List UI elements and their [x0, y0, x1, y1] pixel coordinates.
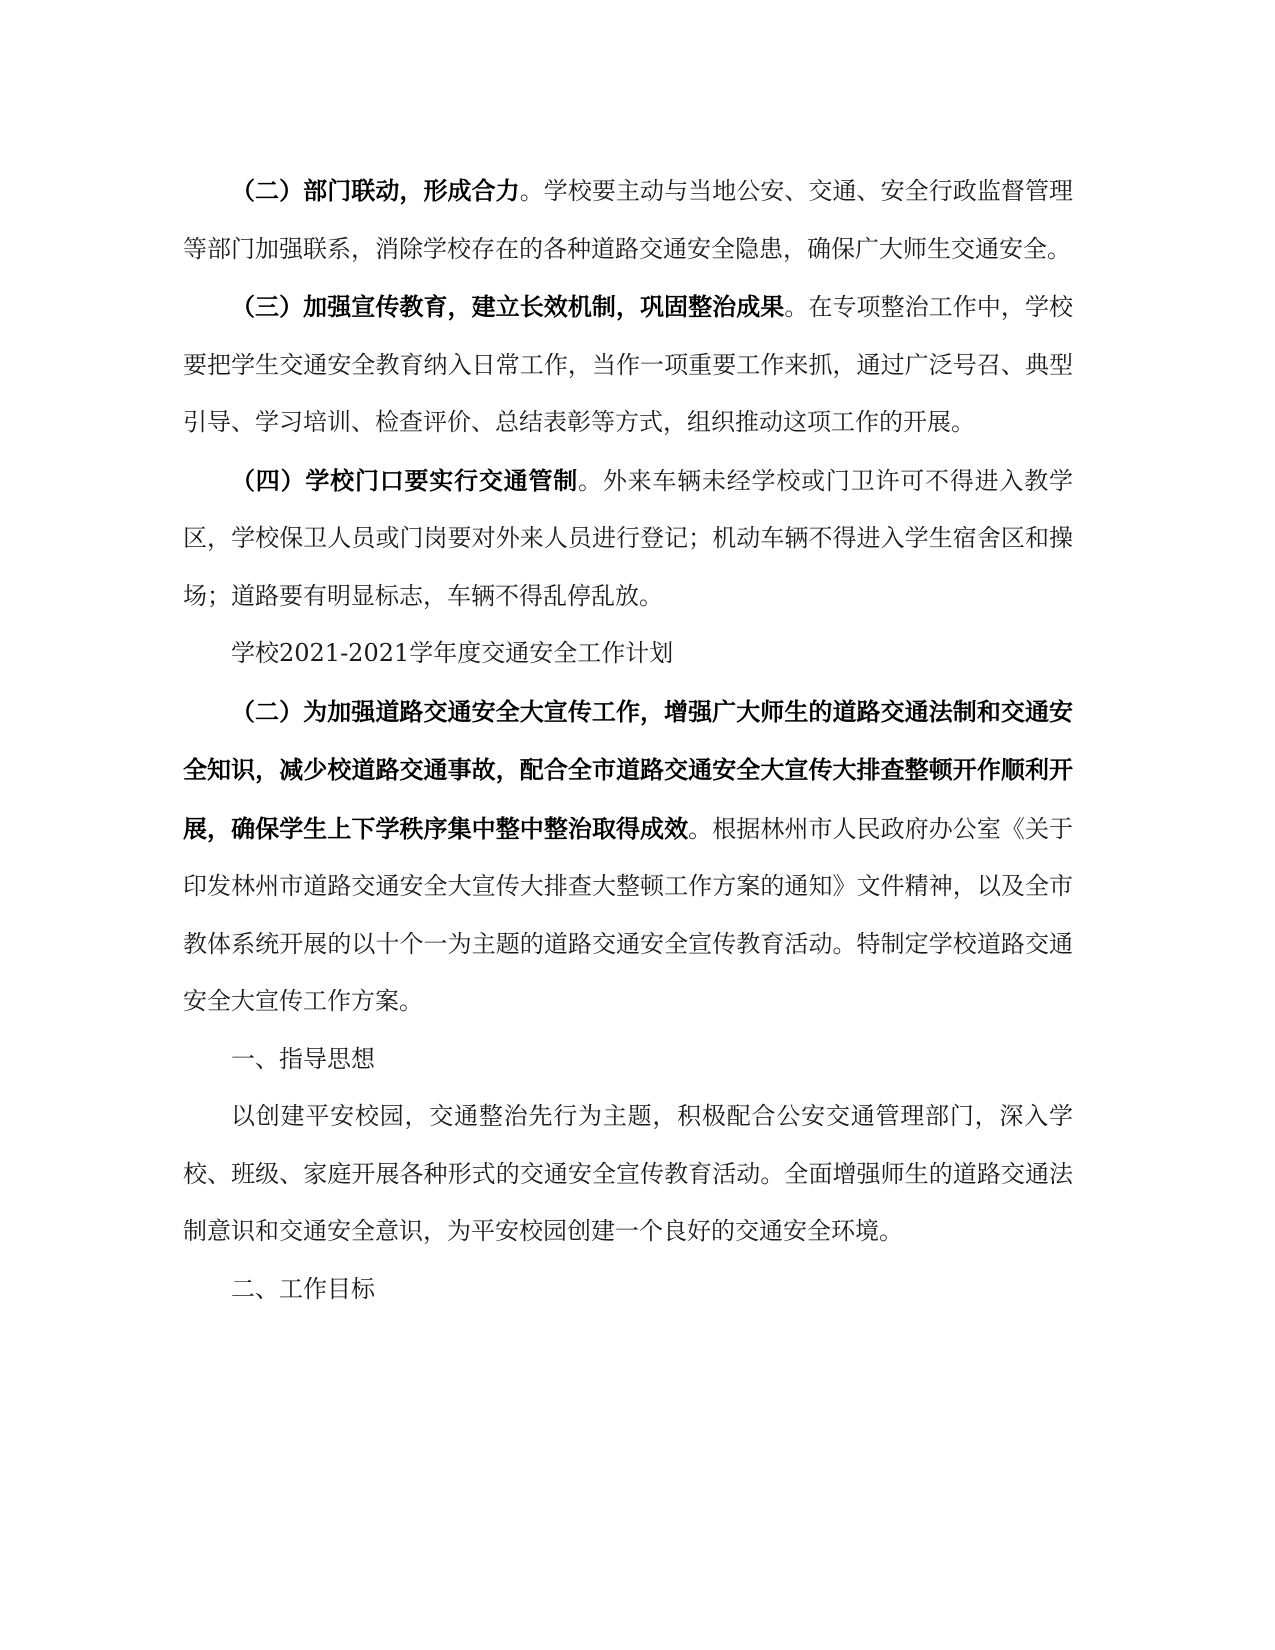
section-heading-text: 二、工作目标: [231, 1274, 375, 1303]
section-heading-work-goals: [183, 1261, 1073, 1319]
paragraph-publicity-work: [183, 683, 1073, 1031]
paragraph-text: 。学校要主动与当地公安、交通、安全行政监督管理等部门加强联系，消除学校存在的各种道路交通安全隐患，确保广大师生交通安全。: [183, 177, 1074, 263]
paragraph-guiding-ideology: [183, 1088, 1073, 1261]
paragraph-publicity-education: [183, 278, 1073, 452]
paragraph-text: 以创建平安校园，交通整治先行为主题，积极配合公安交通管理部门，深入学校、班级、家庭开展各种形式的交通安全宣传教育活动。全面增强师生的道路交通法制意识和交通安全意识，为平安校园创建一个良好的交通安全环境。: [183, 1102, 1073, 1245]
document-body: [183, 162, 1073, 1318]
plan-title: [183, 625, 1073, 683]
section-heading-text: 一、指导思想: [231, 1044, 375, 1073]
plan-title-text: 学校2021-2021学年度交通安全工作计划: [231, 639, 674, 667]
paragraph-heading: （四）学校门口要实行交通管制: [231, 465, 579, 495]
paragraph-heading: （二）为加强道路交通安全大宣传工作，增强广大师生的道路交通法制和交通安全知识，减少校道路交通事故，配合全市道路交通安全大宣传大排查整顿开作顺利开展，确保学生上下学秩序集中整中整治取得成效: [183, 696, 1073, 843]
paragraph-text: 。在专项整治工作中，学校要把学生交通安全教育纳入日常工作，当作一项重要工作来抓，通过广泛号召、典型引导、学习培训、检查评价、总结表彰等方式，组织推动这项工作的开展。: [183, 293, 1074, 436]
paragraph-heading: （二）部门联动，形成合力: [231, 176, 520, 205]
paragraph-gate-traffic-control: [183, 452, 1073, 626]
paragraph-text: 。外来车辆未经学校或门卫许可不得进入教学区，学校保卫人员或门岗要对外来人员进行登记；机动车辆不得进入学生宿舍区和操场；道路要有明显标志，车辆不得乱停乱放。: [183, 466, 1073, 610]
paragraph-heading: （三）加强宣传教育，建立长效机制，巩固整治成果: [231, 292, 785, 321]
paragraph-text: 。根据林州市人民政府办公室《关于印发林州市道路交通安全大宣传大排查大整顿工作方案的通知》文件精神，以及全市教体系统开展的以十个一为主题的道路交通安全宣传教育活动。特制定学校道路交通安全大宣传工作方案。: [183, 814, 1074, 1015]
paragraph-department-linkage: [183, 162, 1073, 278]
section-heading-guiding-ideology: [183, 1031, 1073, 1089]
